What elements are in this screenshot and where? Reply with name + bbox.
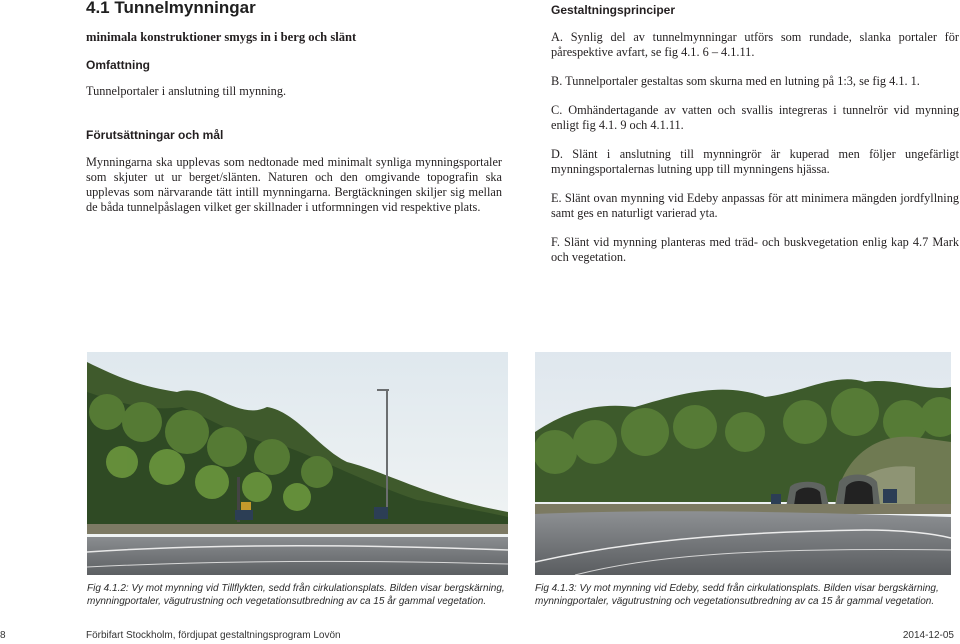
principle-a: A. Synlig del av tunnelmynningar utförs som rundade, slanka portaler för pårespektive avfart, se fig 4.1. 6 – 4.1.11. — [551, 30, 959, 59]
gestaltning-heading: Gestaltningsprinciper — [551, 3, 676, 17]
principle-b: B. Tunnelportaler gestaltas som skurna med en lutning på 1:3, se fig 4.1. 1. — [551, 74, 920, 88]
principle-d: D. Slänt i anslutning till mynningrör är kuperad men följer ungefärligt mynningsportalernas lutning upp till mynningens hjässa. — [551, 147, 959, 176]
right-column — [551, 3, 959, 265]
forutsattningar-text: Mynningarna ska upplevas som nedtonade med minimalt synliga mynningsportaler som skjuter ut ur berget/slänten. Naturen och den omgivande topografin ska upplevas som närvarande tätt intill mynningarna. Bergtäckningen skiljer sig mellan de båda tunnelpåslagen vilket ger skillnader i utformningen vid respektive plats. — [86, 155, 502, 214]
document-title: Förbifart Stockholm, fördjupat gestaltningsprogram Lovön — [86, 630, 341, 641]
lede: minimala konstruktioner smygs in i berg och slänt — [86, 30, 357, 44]
caption-fig-4-1-2: Fig 4.1.2: Vy mot mynning vid Tillflykten, sedd från cirkulationsplats. Bilden visar bergskärning, mynningportaler, vägutrustning och vegetationsutbredning av ca 15 år gammal vegetation. — [87, 583, 505, 607]
forutsattningar-heading: Förutsättningar och mål — [86, 128, 224, 142]
omfattning-text: Tunnelportaler i anslutning till mynning. — [86, 84, 287, 98]
figure-tillflykten-image — [87, 352, 508, 575]
section-title: 4.1 Tunnelmynningar — [86, 0, 256, 17]
omfattning-heading: Omfattning — [86, 58, 150, 72]
document-date: 2014-12-05 — [902, 630, 954, 641]
caption-fig-4-1-3: Fig 4.1.3: Vy mot mynning vid Edeby, sedd från cirkulationsplats. Bilden visar bergskärning, mynningportaler, vägutrustning och vegetationsutbredning av ca 15 år gammal vegetation. — [535, 583, 939, 607]
figure-edeby-image — [535, 352, 951, 575]
rendering-tillflykten — [87, 352, 508, 575]
page-number: 8 — [0, 630, 6, 641]
left-column — [86, 30, 502, 215]
principle-f: F. Slänt vid mynning planteras med träd- och buskvegetation enlig kap 4.7 Mark och vegetation. — [551, 235, 959, 264]
principle-c: C. Omhändertagande av vatten och svallis integreras i tunnelrör vid mynning enligt fig 4.1. 9 och 4.1.11. — [551, 103, 959, 132]
rendering-edeby — [535, 352, 951, 575]
principle-e: E. Slänt ovan mynning vid Edeby anpassas för att minimera mängden jordfyllning samt ges en naturligt varierad yta. — [551, 191, 959, 220]
